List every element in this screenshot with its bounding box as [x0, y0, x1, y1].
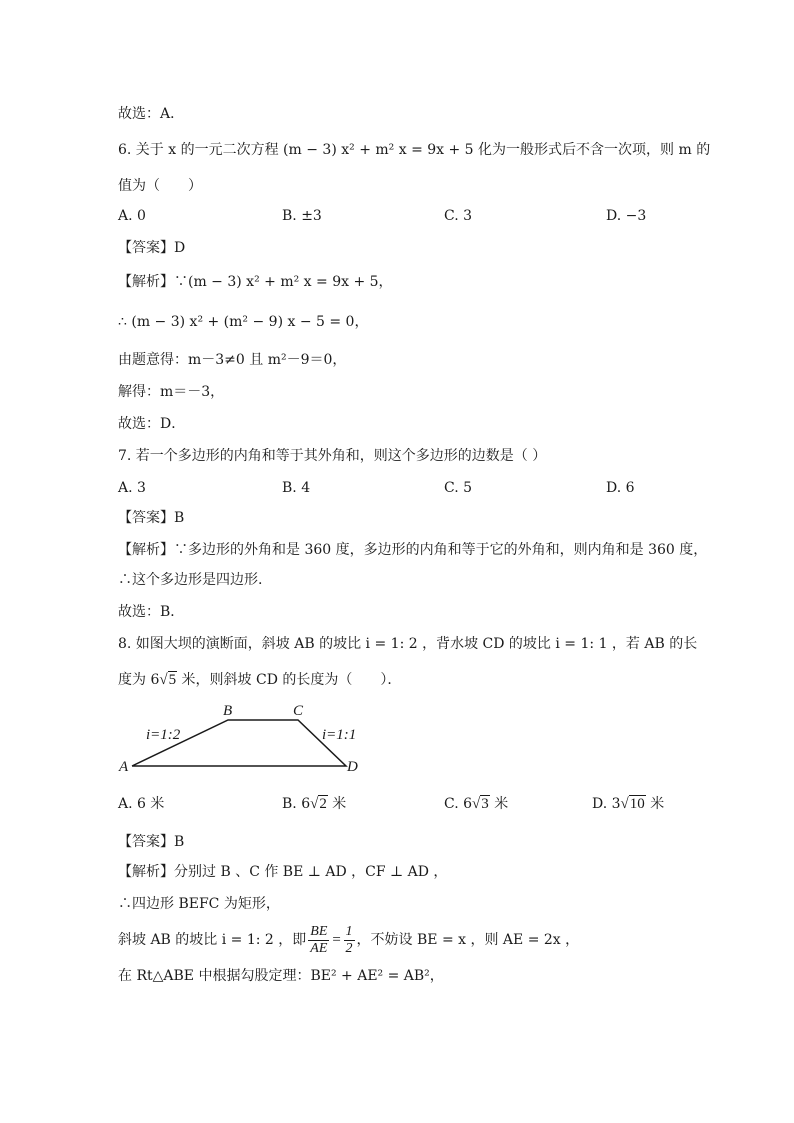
- fraction-numerator: BE: [310, 923, 328, 939]
- q5-conclusion: 故选：A．: [118, 106, 185, 122]
- q7-answer: 【答案】B: [118, 510, 185, 526]
- q6-explanation-2: ∴ (m − 3) x² + (m² − 9) x − 5 = 0，: [118, 314, 369, 330]
- q8-explanation-4: 在 Rt△ABE 中根据勾股定理：BE² + AE² = AB²，: [118, 968, 444, 984]
- q8-option-c-radicand: 3: [481, 796, 489, 812]
- q8-option-b-pre: B. 6: [282, 796, 311, 812]
- q7-option-b: B. 4: [282, 480, 311, 496]
- q8-explanation-1: 【解析】分别过 B 、C 作 BE ⊥ AD ，CF ⊥ AD ，: [118, 864, 448, 880]
- q8-explanation-3: [118, 920, 579, 960]
- q7-explanation-2: ∴这个多边形是四边形.: [118, 572, 263, 588]
- q6-answer: 【答案】D: [118, 240, 186, 256]
- q7-option-a: A. 3: [118, 480, 146, 496]
- vertex-c-label: C: [293, 703, 304, 719]
- fraction-denominator: 2: [345, 940, 353, 956]
- vertex-d-label: D: [347, 759, 358, 775]
- sqrt-symbol: √10: [620, 796, 645, 812]
- q8-option-a: A. 6 米: [118, 796, 165, 812]
- q8-explanation-3-post: ，不妨设 BE = x ，则 AE = 2x ，: [356, 932, 580, 948]
- q8-option-c-pre: C. 6: [444, 796, 473, 812]
- q6-explanation-4: 解得：m＝－3，: [118, 384, 225, 400]
- q6-option-d: D. −3: [606, 208, 647, 224]
- q8-stem-cont-post: 米，则斜坡 CD 的长度为（ ）．: [177, 672, 402, 688]
- q8-stem: 8. 如图大坝的演断面，斜坡 AB 的坡比 i = 1: 2 ，背水坡 CD 的坡比 i = 1: 1 ，若 AB 的长: [118, 636, 698, 652]
- sqrt-symbol: √5: [159, 672, 177, 688]
- q7-option-d: D. 6: [606, 480, 635, 496]
- q8-explanation-2: ∴四边形 BEFC 为矩形，: [118, 896, 280, 912]
- q6-option-a: A. 0: [118, 208, 146, 224]
- right-slope-ratio: i=1:1: [322, 727, 357, 743]
- q8-option-d-post: 米: [645, 796, 665, 812]
- sqrt-symbol: √2: [310, 796, 327, 812]
- q7-option-c: C. 5: [444, 480, 473, 496]
- left-slope-ratio: i=1:2: [146, 727, 181, 743]
- q8-option-b: [282, 794, 346, 814]
- q8-answer: 【答案】B: [118, 834, 185, 850]
- q7-explanation-1: 【解析】∵多边形的外角和是 360 度，多边形的内角和等于它的外角和，则内角和是 360 度，: [118, 542, 708, 558]
- q6-explanation-1: 【解析】∵(m − 3) x² + m² x = 9x + 5，: [118, 274, 393, 290]
- q6-explanation-3: 由题意得：m－3≠0 且 m²－9＝0，: [118, 352, 347, 368]
- q8-option-d: [592, 794, 664, 814]
- q6-option-b: B. ±3: [282, 208, 322, 224]
- fraction-denominator: AE: [310, 940, 328, 956]
- vertex-a-label: A: [119, 759, 129, 775]
- q7-stem: 7. 若一个多边形的内角和等于其外角和，则这个多边形的边数是（ ）: [118, 448, 547, 464]
- sqrt-symbol: √3: [472, 796, 489, 812]
- q8-stem-radicand: 5: [168, 672, 177, 688]
- fraction-be-over-ae: [308, 924, 329, 957]
- q8-option-d-radicand: 10: [629, 796, 645, 812]
- q8-stem-cont: [118, 670, 401, 690]
- q8-explanation-3-pre: 斜坡 AB 的坡比 i = 1: 2 ，即: [118, 932, 307, 948]
- equals-sign: =: [331, 932, 342, 948]
- q8-option-b-radicand: 2: [319, 796, 327, 812]
- q6-stem: 6. 关于 x 的一元二次方程 (m − 3) x² + m² x = 9x + 5 化为一般形式后不含一次项，则 m 的: [118, 142, 711, 158]
- q8-stem-cont-pre: 度为 6: [118, 672, 160, 688]
- q7-explanation-3: 故选：B．: [118, 604, 185, 620]
- q6-stem-cont: 值为（ ）: [118, 178, 202, 194]
- q8-option-c: [444, 794, 508, 814]
- q6-option-c: C. 3: [444, 208, 473, 224]
- fraction-numerator: 1: [345, 923, 353, 939]
- q8-option-d-pre: D. 3: [592, 796, 621, 812]
- vertex-b-label: B: [223, 703, 233, 719]
- fraction-one-half: [344, 924, 355, 957]
- dam-cross-section-figure: [110, 700, 380, 780]
- q6-explanation-5: 故选：D．: [118, 416, 186, 432]
- q8-option-c-post: 米: [489, 796, 509, 812]
- q8-option-b-post: 米: [327, 796, 347, 812]
